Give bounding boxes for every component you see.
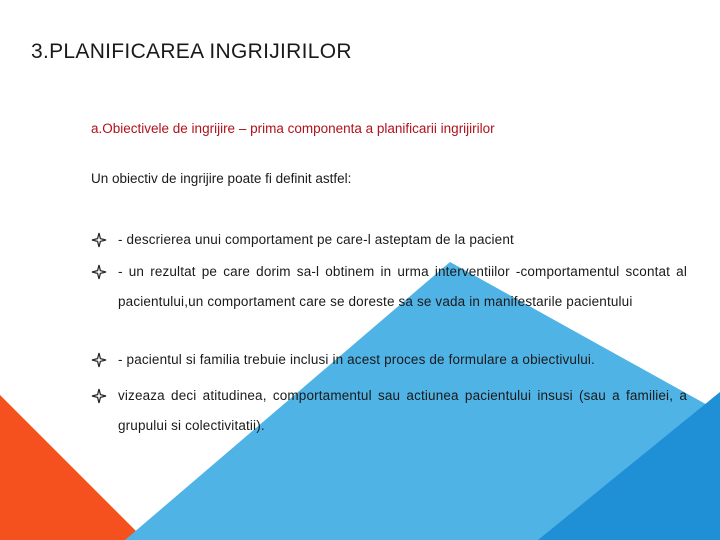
bullet-item [91,381,687,441]
diamond-star-icon [91,232,107,248]
diamond-star-icon [91,388,107,404]
bullet-text: vizeaza deci atitudinea, comportamentul sau actiunea pacientului insusi (sau a familiei, a grupului si colectivitatii). [118,388,687,433]
intro-text: Un obiectiv de ingrijire poate fi definit astfel: [91,171,352,186]
bullet-item [91,257,687,317]
bullet-text: - descrierea unui comportament pe care-l asteptam de la pacient [118,232,514,247]
bullet-text: - un rezultat pe care dorim sa-l obtinem in urma interventiilor -comportamentul scontat al pacientului,un comportament care se doreste sa se vada in manifestarile pacientului [118,264,687,309]
diamond-star-icon [91,264,107,280]
bullet-item [91,345,687,375]
page-title: 3.PLANIFICAREA INGRIJIRILOR [31,40,352,63]
bullet-item [91,225,687,255]
section-subtitle: a.Obiectivele de ingrijire – prima componenta a planificarii ingrijirilor [91,121,495,136]
diamond-star-icon [91,352,107,368]
bullet-text: - pacientul si familia trebuie inclusi in acest proces de formulare a obiectivului. [118,352,595,367]
